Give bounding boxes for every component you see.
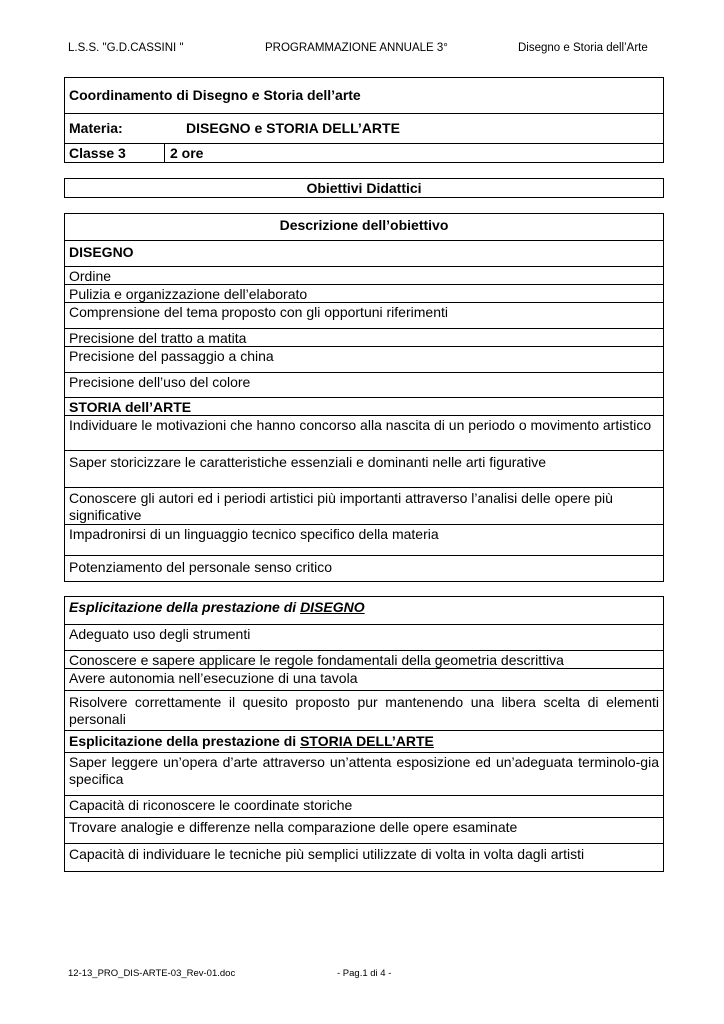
objective-item: Individuare le motivazioni che hanno concorso alla nascita di un periodo o movimento artistico — [65, 415, 663, 450]
coordinamento-text: Coordinamento di Disegno e Storia dell’arte — [69, 87, 361, 103]
coordinamento-row — [65, 78, 663, 113]
prestazione-storia-prefix: Esplicitazione della prestazione di — [69, 733, 301, 749]
prestazione-storia-word: STORIA DELL’ARTE — [300, 733, 434, 749]
materia-row — [65, 113, 663, 143]
prestazione-item: Adeguato uso degli strumenti — [65, 624, 663, 650]
prestazione-disegno-title — [65, 597, 663, 624]
prestazione-item: Conoscere e sapere applicare le regole fondamentali della geometria descrittiva — [65, 650, 663, 668]
materia-value: DISEGNO e STORIA DELL’ARTE — [186, 120, 400, 136]
prestazione-item: Saper leggere un’opera d’arte attraverso un’attenta esposizione ed un’adeguata terminolo-gia specifica — [65, 752, 663, 795]
prestazione-item: Capacità di individuare le tecniche più semplici utilizzate di volta in volta dagli artisti — [65, 843, 663, 871]
prestazione-item: Trovare analogie e differenze nella comparazione delle opere esaminate — [65, 817, 663, 843]
header-school: L.S.S. "G.D.CASSINI " — [68, 42, 184, 54]
prestazione-item: Risolvere correttamente il quesito proposto pur mantenendo una libera scelta di elementi personali — [65, 690, 663, 730]
objective-item: Impadronirsi di un linguaggio tecnico specifico della materia — [65, 524, 663, 555]
prestazione-storia-title — [65, 730, 663, 752]
objective-item: Conoscere gli autori ed i periodi artistici più importanti attraverso l’analisi delle opere più significative — [65, 487, 663, 524]
prestazione-item: Avere autonomia nell’esecuzione di una tavola — [65, 668, 663, 690]
objective-item: Ordine — [65, 266, 663, 284]
objective-item: Saper storicizzare le caratteristiche essenziali e dominanti nelle arti figurative — [65, 450, 663, 487]
objective-item: Potenziamento del personale senso critico — [65, 555, 663, 581]
info-table — [64, 77, 664, 163]
obiettivi-title-box — [64, 178, 664, 198]
prestazione-disegno-prefix: Esplicitazione della prestazione di — [69, 599, 301, 615]
objective-item: Pulizia e organizzazione dell’elaborato — [65, 284, 663, 302]
materia-label: Materia: — [69, 120, 123, 136]
objective-item: Precisione del passaggio a china — [65, 346, 663, 372]
prestazione-disegno-word: DISEGNO — [300, 599, 365, 615]
footer-filename: 12-13_PRO_DIS-ARTE-03_Rev-01.doc — [68, 968, 236, 979]
obiettivi-title: Obiettivi Didattici — [306, 180, 422, 196]
prestazione-item: Capacità di riconoscere le coordinate storiche — [65, 795, 663, 817]
storia-section-title: STORIA dell’ARTE — [65, 397, 663, 415]
footer-page-number: - Pag.1 di 4 - — [337, 968, 392, 979]
objectives-header: Descrizione dell’obiettivo — [279, 217, 449, 233]
objectives-table — [64, 213, 664, 582]
classe-row — [65, 143, 663, 162]
ore-value: 2 ore — [170, 144, 204, 161]
objective-item: Precisione dell’uso del colore — [65, 372, 663, 397]
disegno-section-title: DISEGNO — [65, 240, 663, 266]
classe-label: Classe 3 — [65, 144, 165, 162]
objective-item: Comprensione del tema proposto con gli opportuni riferimenti — [65, 302, 663, 328]
prestazione-table — [64, 596, 664, 872]
header-program: PROGRAMMAZIONE ANNUALE 3° — [265, 42, 448, 54]
objective-item: Precisione del tratto a matita — [65, 328, 663, 346]
header-subject: Disegno e Storia dell’Arte — [518, 42, 648, 54]
